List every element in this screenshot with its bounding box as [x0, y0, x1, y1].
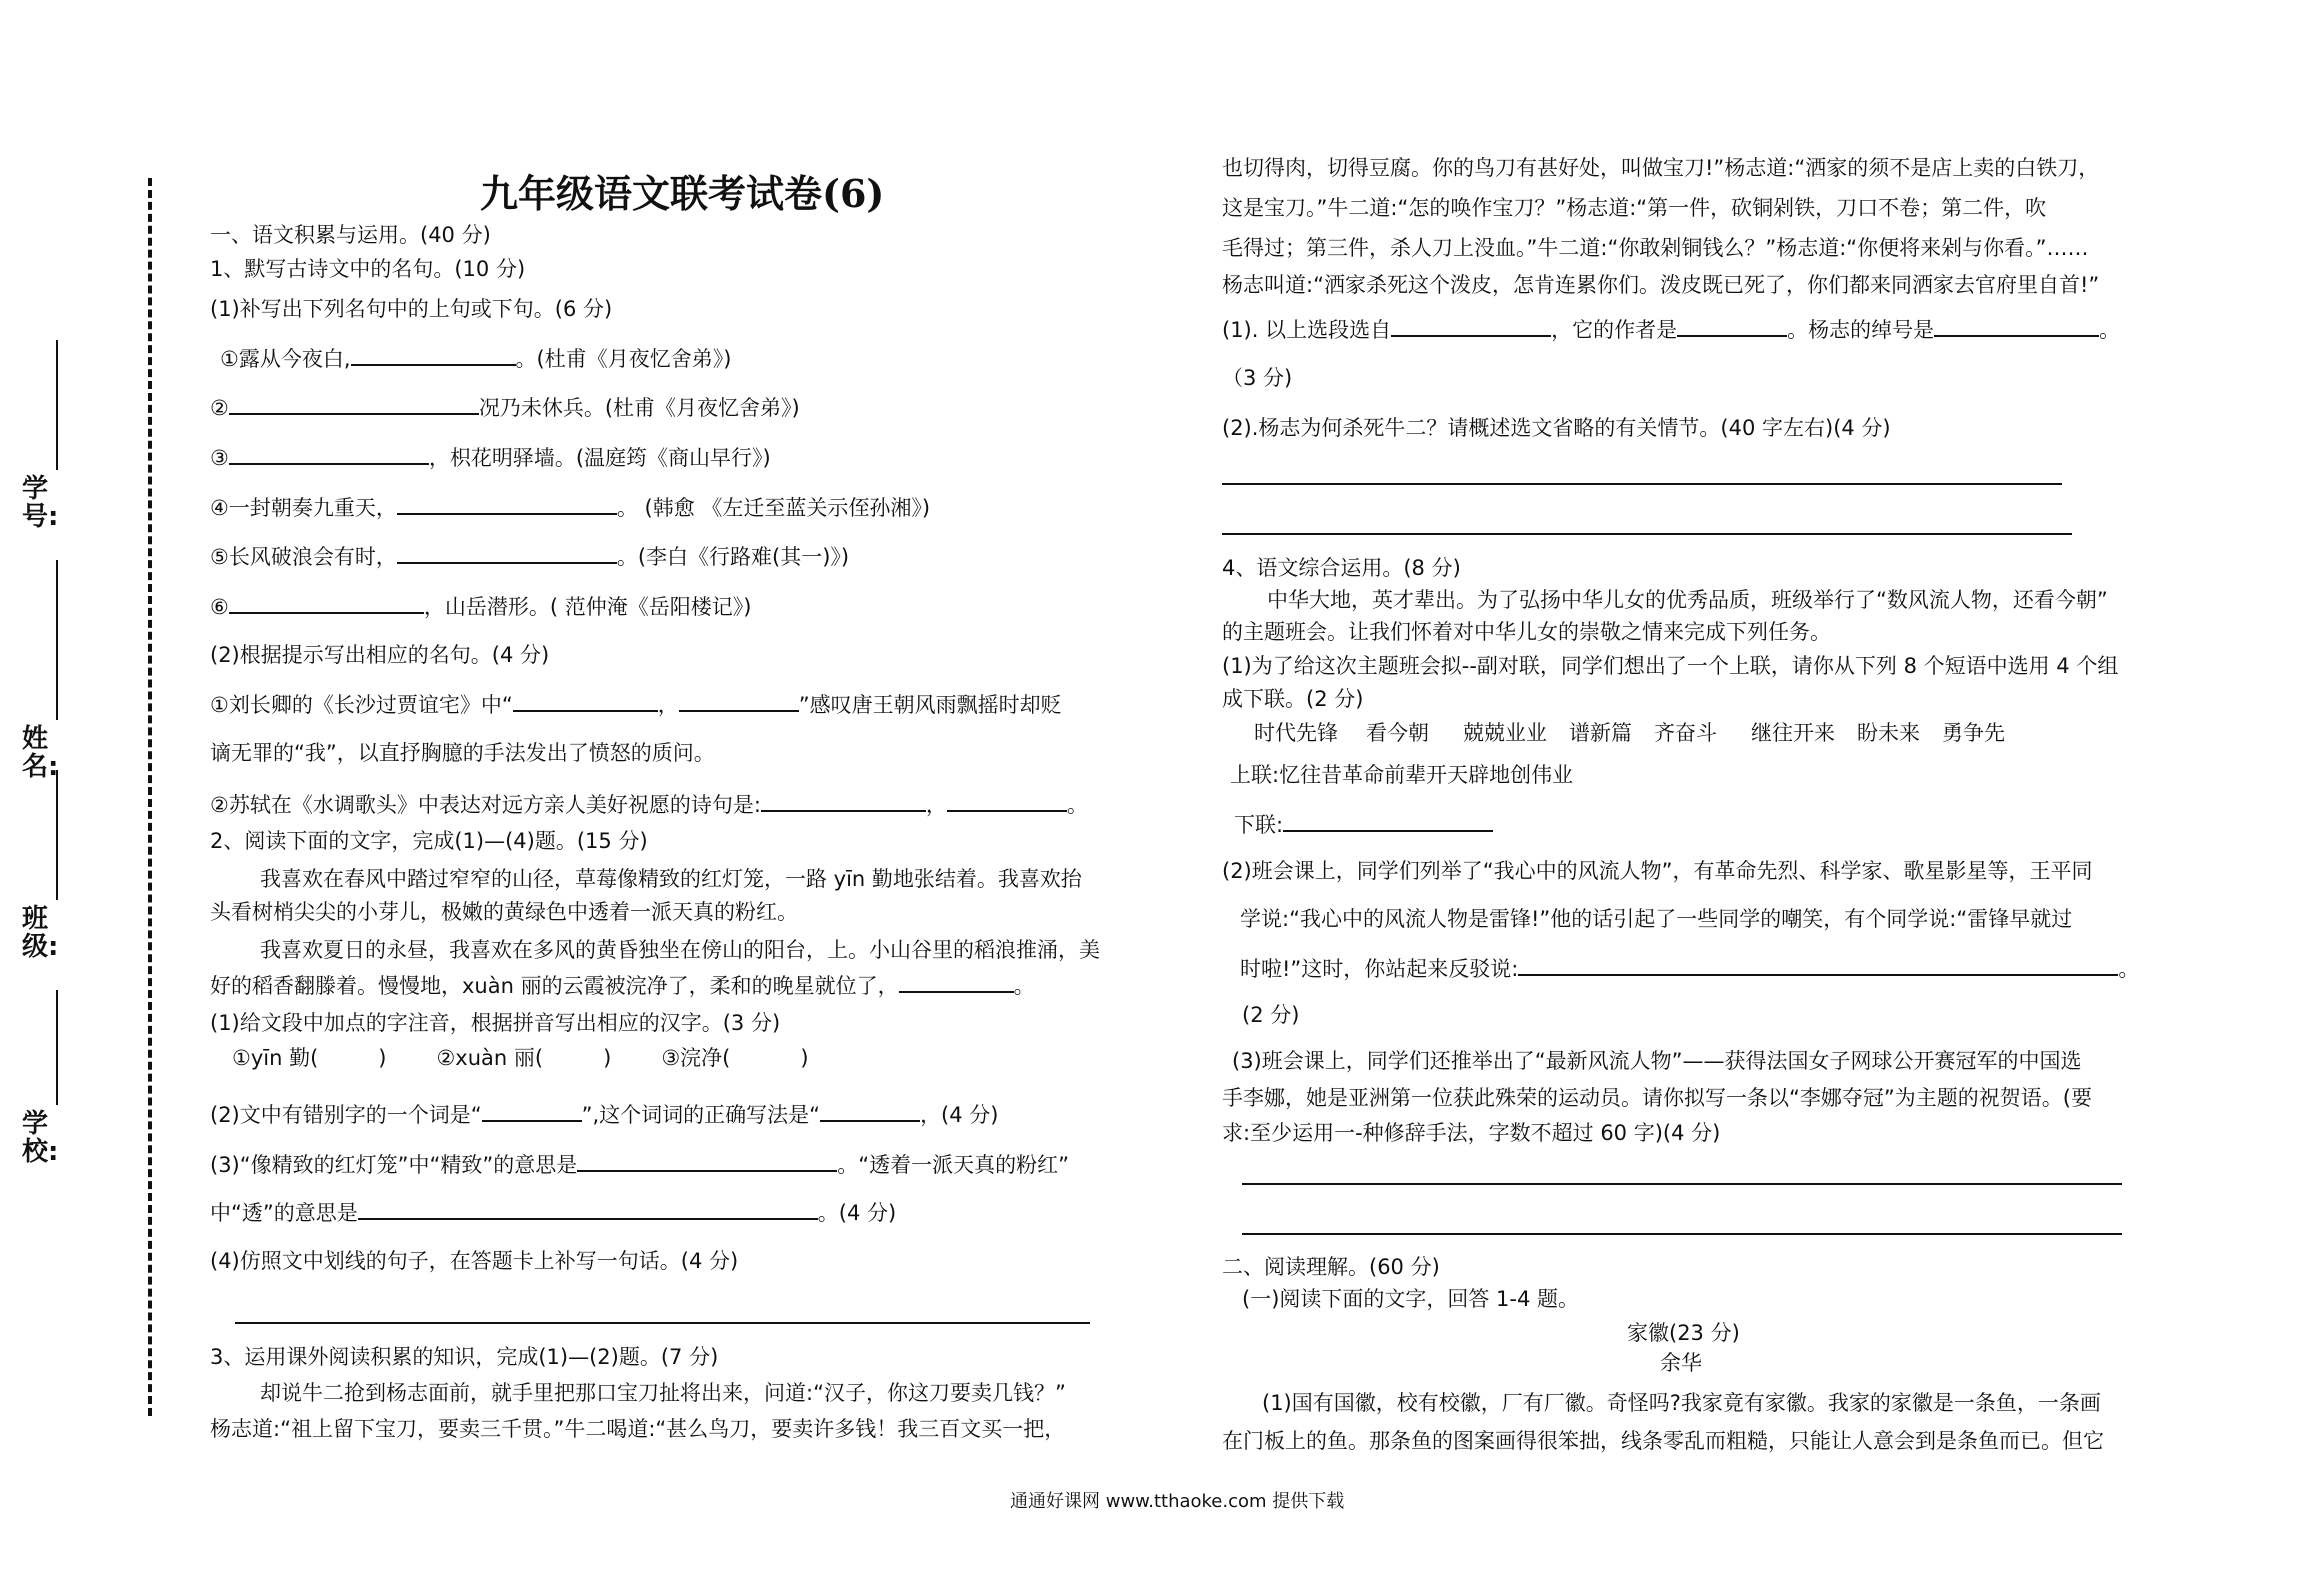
question-3-heading: 3、运用课外阅读积累的知识，完成(1)—(2)题。(7 分)	[210, 1345, 719, 1369]
blank-7[interactable]	[513, 690, 658, 712]
blank-9[interactable]	[761, 790, 926, 812]
blank-couplet[interactable]	[1283, 810, 1493, 832]
question-4-2-line-1: (2)班会课上，同学们列举了“我心中的风流人物”，有革命先烈、科学家、歌星影星等，王平同	[1222, 859, 2093, 883]
blank-11[interactable]	[899, 971, 1014, 993]
question-1-1-heading: (1)补写出下列名句中的上句或下句。(6 分)	[210, 297, 613, 321]
essay-title: 家徽(23 分)	[1627, 1321, 1740, 1345]
name-field[interactable]	[56, 560, 58, 720]
passage-para-2-line-2: 好的稻香翻滕着。慢慢地，xuàn 丽的云霞被浣净了，柔和的晚星就位了， 。	[210, 971, 1035, 999]
essay-author: 余华	[1660, 1351, 1702, 1375]
novel-excerpt-line-2: 杨志道:“祖上留下宝刀，要卖三千贯。”牛二喝道:“甚么鸟刀，要卖许多钱！我三百文买一把，	[210, 1417, 1066, 1441]
phrase-1: 时代先锋	[1254, 721, 1338, 745]
question-4-3-line-1: (3)班会课上，同学们还推举出了“最新风流人物”——获得法国女子网球公开赛冠军的中国选	[1232, 1049, 2082, 1073]
passage-para-1-line-1: 我喜欢在春风中踏过窄窄的山径，草莓像精致的红灯笼，一路 yīn 勤地张结着。我喜欢抬	[260, 867, 1082, 891]
blank-1[interactable]	[351, 344, 516, 366]
answer-line-2-4[interactable]	[235, 1322, 1090, 1324]
question-2-2: (2)文中有错别字的一个词是“ ”,这个词词的正确写法是“ ，(4 分)	[210, 1100, 998, 1128]
blank-15[interactable]	[358, 1198, 818, 1220]
right-column	[1222, 0, 2172, 1500]
phrase-5: 齐奋斗	[1654, 721, 1717, 745]
question-2-heading: 2、阅读下面的文字，完成(1)—(4)题。(15 分)	[210, 829, 648, 853]
essay-para-1-line-2: 在门板上的鱼。那条鱼的图案画得很笨拙，线条零乱而粗糙，只能让人意会到是条鱼而已。但它	[1222, 1429, 2104, 1453]
blank-13[interactable]	[820, 1100, 920, 1122]
famous-line-prompt-2: ②苏轼在《水调歌头》中表达对远方亲人美好祝愿的诗句是: ， 。	[210, 790, 1088, 818]
question-2-3: (3)“像精致的红灯笼”中“精致”的意思是 。“透着一派天真的粉红”	[210, 1150, 1069, 1178]
question-4-3-line-3: 求:至少运用一-种修辞手法，字数不超过 60 字)(4 分)	[1222, 1121, 1721, 1145]
poem-line-5: ⑤长风破浪会有时， 。(李白《行路难(其一)》)	[210, 542, 849, 570]
blank-6[interactable]	[229, 592, 424, 614]
blank-3[interactable]	[229, 443, 429, 465]
famous-line-prompt-1-cont: 谪无罪的“我”，以直抒胸臆的手法发出了愤怒的质问。	[210, 741, 715, 765]
phrase-6: 继往开来	[1751, 721, 1835, 745]
question-4-heading: 4、语文综合运用。(8 分)	[1222, 556, 1461, 580]
blank-8[interactable]	[679, 690, 799, 712]
poem-line-3: ③ ，枳花明驿墙。(温庭筠《商山早行》)	[210, 443, 771, 471]
question-4-2-line-3: 时啦!”这时，你站起来反驳说: 。	[1240, 954, 2139, 982]
reading-1-instruction: (一)阅读下面的文字，回答 1-4 题。	[1242, 1287, 1580, 1311]
blank-source[interactable]	[1391, 315, 1551, 337]
class-label: 班级:	[22, 904, 59, 962]
school-label: 学校:	[22, 1109, 59, 1167]
blank-4[interactable]	[397, 493, 617, 515]
name-label: 姓名:	[22, 724, 59, 782]
phrase-list	[1254, 720, 2005, 746]
couplet-second-line: 下联:	[1234, 810, 1493, 838]
phrase-2: 看今朝	[1366, 721, 1429, 745]
question-2-3-cont: 中“透”的意思是 。(4 分)	[210, 1198, 896, 1226]
poem-line-4: ④一封朝奏九重天， 。 (韩愈 《左迁至蓝关示侄孙湘》)	[210, 493, 930, 521]
question-4-1-line-1: (1)为了给这次主题班会拟--副对联，同学们想出了一个上联，请你从下列 8 个短语中选用 4 个组	[1222, 654, 2119, 678]
question-4-3-line-2: 手李娜，她是亚洲第一位获此殊荣的运动员。请你拟写一条以“李娜夺冠”为主题的祝贺语。(要	[1222, 1086, 2092, 1110]
couplet-first-line: 上联:忆往昔革命前辈开天辟地创伟业	[1230, 763, 1574, 787]
student-number-label: 学号:	[22, 474, 59, 532]
binding-dashed-line	[148, 178, 152, 1416]
novel-excerpt-line-1: 却说牛二抢到杨志面前，就手里把那口宝刀扯将出来，问道:“汉子，你这刀要卖几钱？”	[260, 1381, 1066, 1405]
student-number-field[interactable]	[56, 340, 58, 470]
question-3-1: (1). 以上选段选自 ，它的作者是 。杨志的绰号是 。	[1222, 315, 2120, 343]
answer-line-4-3a[interactable]	[1242, 1183, 2122, 1185]
poem-line-1: ①露从今夜白, 。(杜甫《月夜忆舍弟》)	[220, 344, 731, 372]
blank-10[interactable]	[947, 790, 1067, 812]
blank-14[interactable]	[577, 1150, 837, 1172]
famous-line-prompt-1: ①刘长卿的《长沙过贾谊宅》中“ ， ”感叹唐王朝风雨飘摇时却贬	[210, 690, 1062, 718]
passage-para-2-line-1: 我喜欢夏日的永昼，我喜欢在多风的黄昏独坐在傍山的阳台，上。小山谷里的稻浪推涌，美	[260, 938, 1100, 962]
phrase-7: 盼未来	[1857, 721, 1920, 745]
phrase-3: 兢兢业业	[1463, 721, 1547, 745]
class-field[interactable]	[56, 770, 58, 900]
blank-rebuttal[interactable]	[1518, 954, 2118, 976]
question-4-intro-line-2: 的主题班会。让我们怀着对中华儿女的崇敬之情来完成下列任务。	[1222, 620, 1831, 644]
left-column	[210, 0, 1140, 1500]
answer-line-3-2b[interactable]	[1222, 533, 2072, 535]
passage-para-1-line-2: 头看树梢尖尖的小芽儿，极嫩的黄绿色中透着一派天真的粉红。	[210, 900, 798, 924]
question-2-1-answers: ①yīn 勤( ) ②xuàn 丽( ) ③浣净( )	[232, 1046, 809, 1070]
question-3-2: (2).杨志为何杀死牛二？请概述选文省略的有关情节。(40 字左右)(4 分)	[1222, 416, 1891, 440]
question-2-1: (1)给文段中加点的字注音，根据拼音写出相应的汉字。(3 分)	[210, 1011, 781, 1035]
question-4-intro-line-1: 中华大地，英才辈出。为了弘扬中华儿女的优秀品质，班级举行了“数风流人物，还看今朝”	[1267, 588, 2108, 612]
answer-line-4-3b[interactable]	[1242, 1233, 2122, 1235]
question-4-2-points: (2 分)	[1242, 1003, 1300, 1027]
poem-line-2: ② 况乃未休兵。(杜甫《月夜忆舍弟》)	[210, 393, 800, 421]
essay-para-1-line-1: (1)国有国徽，校有校徽，厂有厂徽。奇怪吗?我家竟有家徽。我家的家徽是一条鱼，一条画	[1262, 1391, 2101, 1415]
answer-line-3-2a[interactable]	[1222, 483, 2062, 485]
question-4-2-line-2: 学说:“我心中的风流人物是雷锋!”他的话引起了一些同学的嘲笑，有个同学说:“雷锋早就过	[1240, 907, 2073, 931]
blank-nickname[interactable]	[1934, 315, 2099, 337]
question-1-heading: 1、默写古诗文中的名句。(10 分)	[210, 257, 526, 281]
blank-12[interactable]	[482, 1100, 582, 1122]
novel-excerpt-line-3: 也切得肉，切得豆腐。你的鸟刀有甚好处，叫做宝刀!”杨志道:“洒家的须不是店上卖的白铁刀，	[1222, 156, 2100, 180]
section-one-heading: 一、语文积累与运用。(40 分)	[210, 223, 491, 247]
question-4-1-line-2: 成下联。(2 分)	[1222, 687, 1364, 711]
question-2-4: (4)仿照文中划线的句子，在答题卡上补写一句话。(4 分)	[210, 1249, 739, 1273]
phrase-8: 勇争先	[1942, 721, 2005, 745]
blank-2[interactable]	[229, 393, 479, 415]
novel-excerpt-line-6: 杨志叫道:“洒家杀死这个泼皮，怎肯连累你们。泼皮既已死了，你们都来同洒家去官府里自首!”	[1222, 273, 2100, 297]
section-two-heading: 二、阅读理解。(60 分)	[1222, 1255, 1440, 1279]
school-field[interactable]	[56, 990, 58, 1105]
novel-excerpt-line-4: 这是宝刀。”牛二道:“怎的唤作宝刀？”杨志道:“第一件，砍铜剁铁，刀口不卷；第二件，吹	[1222, 196, 2047, 220]
exam-title: 九年级语文联考试卷(6)	[480, 171, 885, 216]
question-3-1-points: （3 分)	[1222, 366, 1293, 390]
blank-5[interactable]	[397, 542, 617, 564]
blank-author[interactable]	[1677, 315, 1787, 337]
poem-line-6: ⑥ ，山岳潜形。( 范仲淹《岳阳楼记》)	[210, 592, 751, 620]
novel-excerpt-line-5: 毛得过；第三件，杀人刀上没血。”牛二道:“你敢剁铜钱么？”杨志道:“你便将来剁与你看。”……	[1222, 236, 2089, 260]
page-footer: 通通好课网 www.tthaoke.com 提供下载	[1010, 1491, 1345, 1512]
phrase-4: 谱新篇	[1569, 721, 1632, 745]
question-1-2-heading: (2)根据提示写出相应的名句。(4 分)	[210, 643, 550, 667]
